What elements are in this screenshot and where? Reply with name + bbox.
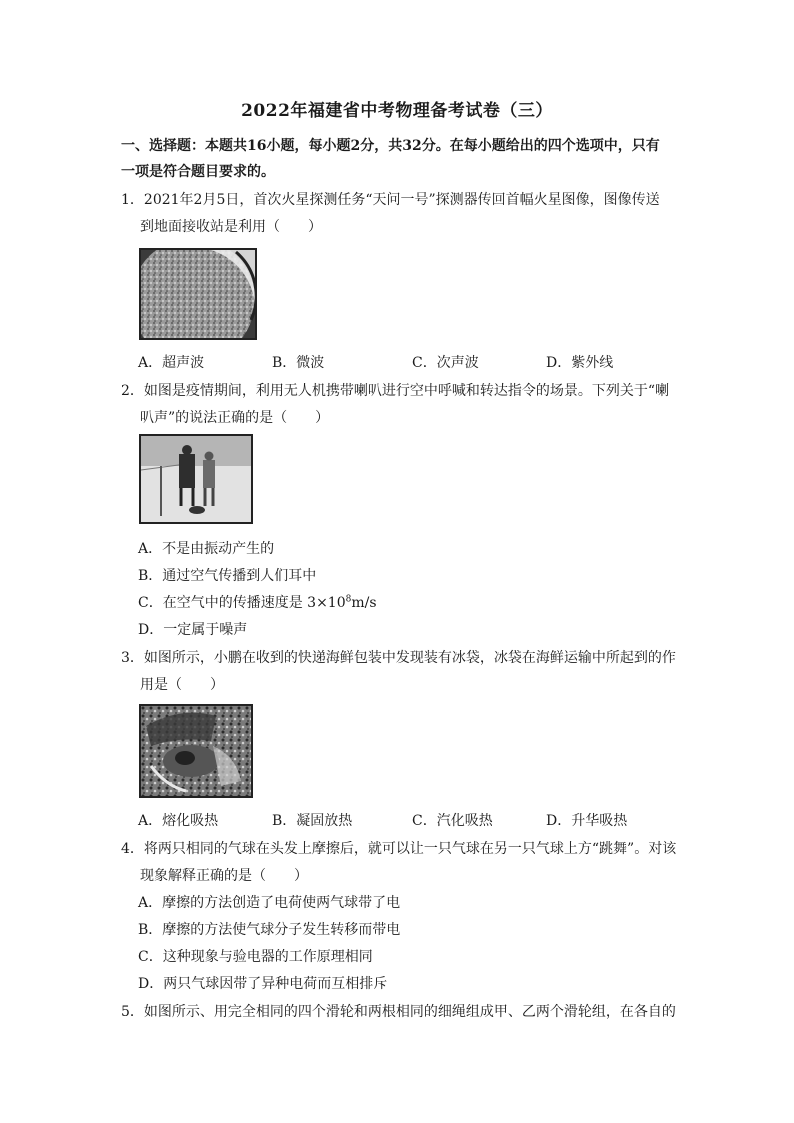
q2-option-c-exponent: 8 (345, 594, 352, 605)
q2-stem-line2: 叭声”的说法正确的是（ ） (140, 410, 330, 426)
q2-option-c-unit: m/s (351, 595, 377, 611)
q4-option-a[interactable]: A．摩擦的方法创造了电荷使两气球带了电 (138, 895, 401, 911)
q3-stem-line2: 用是（ ） (140, 677, 224, 693)
q1-option-d[interactable]: D．紫外线 (546, 355, 614, 371)
q1-stem-line2: 到地面接收站是利用（ ） (140, 219, 322, 235)
q1-option-c[interactable]: C．次声波 (412, 355, 479, 371)
q3-option-d[interactable]: D．升华吸热 (546, 813, 628, 829)
q2-option-b[interactable]: B．通过空气传播到人们耳中 (138, 568, 317, 584)
q3-option-b[interactable]: B．凝固放热 (272, 813, 353, 829)
section-heading-line1: 一、选择题：本题共16小题，每小题2分，共32分。在每小题给出的四个选项中，只有 (121, 138, 660, 154)
q4-option-d[interactable]: D．两只气球因带了异种电荷而互相排斥 (138, 976, 388, 992)
page-title: 2022年福建省中考物理备考试卷（三） (241, 101, 553, 121)
q2-option-d[interactable]: D．一定属于噪声 (138, 622, 248, 638)
q1-option-b[interactable]: B．微波 (272, 355, 325, 371)
q2-option-c-text: C．在空气中的传播速度是 3×10 (138, 595, 346, 611)
q1-option-a[interactable]: A．超声波 (138, 355, 205, 371)
q3-option-c[interactable]: C．汽化吸热 (412, 813, 493, 829)
q4-option-b[interactable]: B．摩擦的方法使气球分子发生转移而带电 (138, 922, 401, 938)
q4-option-c[interactable]: C．这种现象与验电器的工作原理相同 (138, 949, 373, 965)
q2-option-c[interactable] (138, 592, 377, 612)
q3-option-a[interactable]: A．熔化吸热 (138, 813, 219, 829)
q2-stem-line1: 2．如图是疫情期间，利用无人机携带喇叭进行空中呼喊和转达指令的场景。下列关于“喇 (121, 383, 670, 399)
drone-scene-image (139, 434, 253, 524)
q5-stem-line1: 5．如图所示、用完全相同的四个滑轮和两根相同的细绳组成甲、乙两个滑轮组，在各自的 (121, 1004, 676, 1020)
section-heading-line2: 一项是符合题目要求的。 (121, 164, 275, 180)
mars-image (139, 248, 257, 340)
q2-option-a[interactable]: A．不是由振动产生的 (138, 541, 275, 557)
q4-stem-line1: 4．将两只相同的气球在头发上摩擦后，就可以让一只气球在另一只气球上方“跳舞”。对该 (121, 841, 677, 857)
q4-stem-line2: 现象解释正确的是（ ） (140, 868, 308, 884)
seafood-package-image (139, 704, 253, 798)
q1-stem-line1: 1．2021年2月5日，首次火星探测任务“天问一号”探测器传回首幅火星图像，图像传送 (121, 192, 660, 208)
q3-stem-line1: 3．如图所示，小鹏在收到的快递海鲜包装中发现装有冰袋，冰袋在海鲜运输中所起到的作 (121, 650, 676, 666)
